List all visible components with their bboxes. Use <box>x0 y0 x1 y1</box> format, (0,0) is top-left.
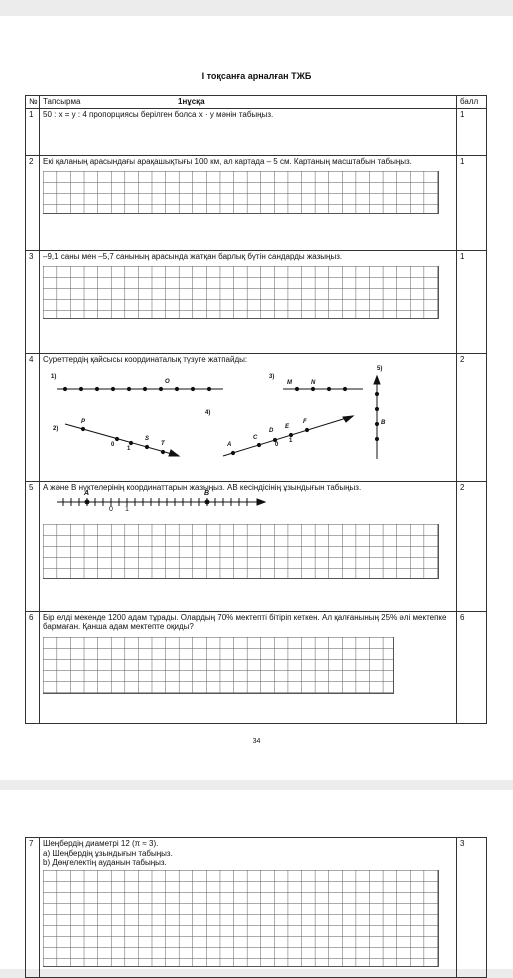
table-row <box>26 250 487 353</box>
zero-label: 0 <box>111 442 115 449</box>
task-text: –9,1 саны мен –5,7 санының арасында жатқан барлық бүтін сандарды жазыңыз. <box>43 251 343 261</box>
tasks-table-page-2 <box>25 837 487 978</box>
zero-label: 0 <box>109 506 113 514</box>
point-t-label: T <box>161 441 165 448</box>
one-label: 1 <box>127 446 131 453</box>
header-task <box>40 96 457 109</box>
one-label: 1 <box>125 506 129 514</box>
point-a-label: A <box>84 490 90 498</box>
task-score: 6 <box>457 611 487 723</box>
page-number: 34 <box>252 738 261 745</box>
task-text-cell <box>40 611 457 723</box>
figures-drawing <box>43 364 443 464</box>
header-variant: 1нұсқа <box>178 97 205 106</box>
table-row <box>26 611 487 723</box>
point-a-label: A <box>227 442 232 449</box>
answer-grid[interactable] <box>43 870 439 967</box>
table-row <box>26 838 487 978</box>
point-o-label: O <box>165 379 170 386</box>
point-d-label: D <box>269 428 274 435</box>
figure-4-line <box>223 416 353 456</box>
figure-label-1: 1) <box>51 374 57 381</box>
table-header-row <box>26 96 487 109</box>
task-number: 1 <box>26 108 40 155</box>
table-row <box>26 108 487 155</box>
task-number: 2 <box>26 155 40 250</box>
one-label: 1 <box>289 438 293 445</box>
figure-label-3: 3) <box>269 374 275 381</box>
task-number: 7 <box>26 838 40 978</box>
task-score: 1 <box>457 155 487 250</box>
task-text: Екі қаланың арасындағы арақашықтығы 100 км, ал картада – 5 см. Картаның масштабын табыңыз. <box>43 156 412 166</box>
task-text-line-1: Шеңбердің диаметрі 12 (π ≈ 3). <box>43 839 159 848</box>
task-number: 5 <box>26 481 40 611</box>
point-b-label: B <box>204 490 210 498</box>
task-text: Бір елді мекенде 1200 адам тұрады. Олардың 70% мектепті бітіріп кеткен. Ал қалғанының 25% әлі мектепке бармаған. Қанша адам мектепте оқиды? <box>43 612 447 632</box>
number-line-drawing <box>43 492 283 520</box>
table-row <box>26 481 487 611</box>
task5-number-line <box>43 492 453 520</box>
point-n-label: N <box>311 380 316 387</box>
table-row <box>26 353 487 481</box>
answer-grid[interactable] <box>43 266 439 319</box>
task-text-cell <box>40 838 457 978</box>
task-text-line-2: a) Шеңбердің ұзындығын табыңыз. <box>43 848 173 858</box>
point-c-label: C <box>253 435 258 442</box>
figure-label-5: 5) <box>377 366 383 373</box>
task-number: 6 <box>26 611 40 723</box>
task-text-cell <box>40 353 457 481</box>
answer-grid[interactable] <box>43 171 439 214</box>
answer-grid[interactable] <box>43 637 394 694</box>
point-s-label: S <box>145 436 150 443</box>
task-score: 2 <box>457 481 487 611</box>
task-text-cell <box>40 250 457 353</box>
point-e-label: E <box>285 424 290 431</box>
task-text: A және B нүктелерінің координаттарын жазыңыз. AB кесіндісінің ұзындығын табыңыз. <box>43 482 362 492</box>
point-p-label: P <box>81 419 86 426</box>
figure-label-4: 4) <box>205 410 211 417</box>
task-text-line-3: b) Дөңгелектің ауданын табыңыз. <box>43 858 167 868</box>
header-task-label: Тапсырма <box>43 97 81 106</box>
point-f-label: F <box>303 419 307 426</box>
coordinate-line-figures <box>43 364 453 464</box>
tasks-table <box>25 95 487 724</box>
task-text: Суреттердің қайсысы координаталық түзуге жатпайды: <box>43 354 248 364</box>
task-score: 1 <box>457 108 487 155</box>
header-num: № <box>26 96 40 109</box>
task-number: 3 <box>26 250 40 353</box>
table-row <box>26 155 487 250</box>
task-text-cell <box>40 481 457 611</box>
task-text-cell <box>40 155 457 250</box>
task-text: 50 : x = y : 4 пропорциясы берілген болса x · y мәнін табыңыз. <box>43 109 274 119</box>
document-title: I тоқсанға арналған ТЖБ <box>201 71 312 81</box>
figure-label-2: 2) <box>53 426 59 433</box>
answer-grid[interactable] <box>43 524 439 579</box>
task-text-cell <box>40 108 457 155</box>
task-score: 1 <box>457 250 487 353</box>
task-score: 2 <box>457 353 487 481</box>
zero-label: 0 <box>275 442 279 449</box>
point-b-label: B <box>381 420 386 427</box>
task-score: 3 <box>457 838 487 978</box>
task-number: 4 <box>26 353 40 481</box>
header-score: балл <box>457 96 487 109</box>
point-m-label: M <box>287 380 292 387</box>
